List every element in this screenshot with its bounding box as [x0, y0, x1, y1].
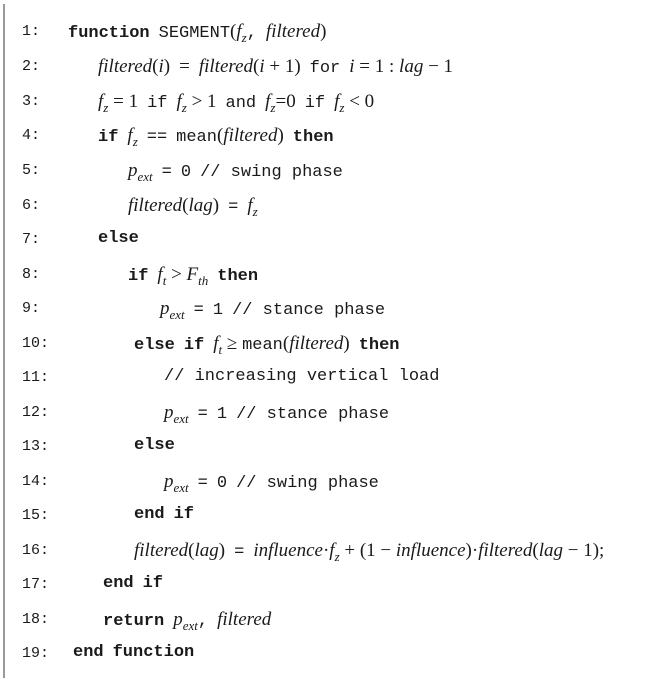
- code-line-13: 13: else: [22, 436, 175, 455]
- code-line-9: 9: p ext = 1 // stance phase: [22, 298, 386, 322]
- code-line-8: 8: if f t > F th then: [22, 264, 259, 288]
- code-line-5: 5: p ext = 0 // swing phase: [22, 160, 343, 184]
- code-line-6: 6: filtered ( lag ) = f z: [22, 195, 258, 219]
- code-line-16: 16: filtered ( lag ) = influence · f z + ( 1 − influence ) · filtered ( lag − 1 );: [22, 540, 605, 564]
- code-line-14: 14: p ext = 0 // swing phase: [22, 471, 379, 495]
- code-line-1: 1: function SEGMENT ( f z , filtered ): [22, 21, 327, 45]
- code-line-4: 4: if f z == mean ( filtered ) then: [22, 125, 334, 149]
- code-line-12: 12: p ext = 1 // stance phase: [22, 402, 390, 426]
- code-line-3: 3: f z = 1 if f z > 1 and f z = 0 if f z < 0: [22, 91, 375, 115]
- code-line-19: 19: end function: [22, 643, 195, 662]
- line-number: 1:: [22, 23, 41, 40]
- code-line-11: 11: // increasing vertical load: [22, 367, 440, 386]
- code-line-2: 2: filtered ( i ) = filtered ( i + 1 ) for i = 1 : lag − 1: [22, 56, 454, 78]
- code-line-10: 10: else if f t ≥ mean ( filtered ) then: [22, 333, 400, 357]
- code-line-15: 15: end if: [22, 505, 195, 524]
- code-line-17: 17: end if: [22, 574, 164, 593]
- code-line-7: 7: else: [22, 229, 139, 248]
- code-line-18: 18: return p ext , filtered: [22, 609, 272, 633]
